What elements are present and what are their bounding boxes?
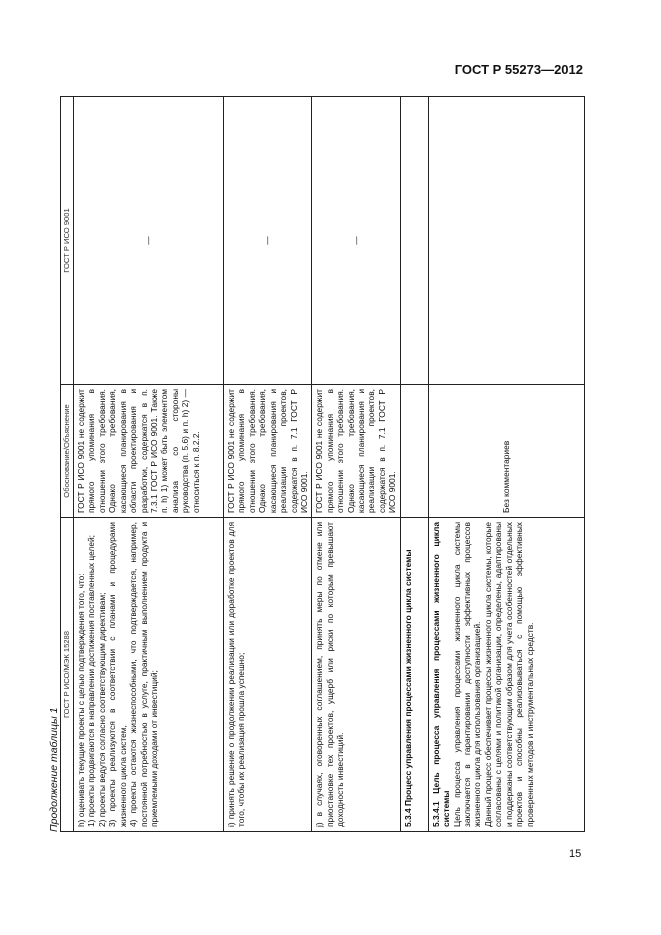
cell-text: 4) проекты остаются жизнеспособными, что подтверждается, например, постоянной потребностью в услуге, практичным выполнением продукта и приемлемыми доходами от инвестиций; <box>128 522 159 827</box>
cell-text: h) оценивать текущие проекты с целью подтверждения того, что: <box>76 573 86 827</box>
iso15288-cell <box>400 518 428 832</box>
iso15288-cell <box>74 518 224 832</box>
rationale-cell <box>312 385 400 518</box>
page-number: 15 <box>569 848 582 860</box>
section-heading: 5.3.4 Процесс управления процессами жизненного цикла системы <box>402 549 413 827</box>
cell-text: ГОСТ Р ИСО 9001 не содержит прямого упоминания в отношении этого требования. Однако требования, касающиеся планирования и реализации проектов, содержатся в п. 7.1 ГОСТ Р ИСО 9001. <box>226 389 309 513</box>
cell-text: 2) проекты ведутся согласно соответствующим директивам; <box>96 592 107 827</box>
iso15288-cell <box>428 518 584 832</box>
cell-text: 3) проекты реализуются в соответствии с планами и процедурами жизненного цикла систем, <box>107 522 128 827</box>
standard-header: ГОСТ Р 55273—2012 <box>454 62 583 77</box>
table-row <box>224 97 312 832</box>
cell-text: ГОСТ Р ИСО 9001 не содержит прямого упоминания в отношении этого требования. Однако требования, касающиеся планирования в области проектирования и разработки, содержатся в п. 7.3.1 ГОСТ Р ИСО 9001. Также п. h) 1) может быть элементом анализа со стороны руководства (п. 5.6) и п. h) 2) — относиться к п. 8.2.2. <box>76 389 201 513</box>
cell-text: i) принять решение о продолжении реализации или доработке проектов для того, чтобы их реализация прошла успешно; <box>226 522 247 827</box>
table-header-row <box>61 97 74 832</box>
table-row <box>312 97 400 832</box>
cell-text: 1) проекты продвигаются в направлении достижения поставленных целей; <box>86 534 97 827</box>
table-row <box>74 97 224 832</box>
rationale-cell <box>428 385 584 518</box>
column-header: ГОСТ Р ИСО 9001 <box>61 97 74 385</box>
iso9001-cell: — <box>312 97 400 385</box>
cell-text: Без комментариев <box>501 440 512 513</box>
column-header: Обоснование/Объяснение <box>61 385 74 518</box>
table-row <box>428 97 584 832</box>
cell-text: Данный процесс обеспечивает процессы жизненного цикла системы, которые согласованы с целями и политикой организации, определены, адаптированы и поддержаны соответствующим образом для учета особенностей отдельных проектов и способны реализовываться с помощью эффективных проверенных методов и инструментальных средств. <box>482 522 535 827</box>
table-row <box>400 97 428 832</box>
iso9001-cell <box>428 97 584 385</box>
iso15288-cell <box>224 518 312 832</box>
rotated-page-area <box>48 97 588 832</box>
subsection-heading: 5.3.4.1 Цель процесса управления процессами жизненного цикла системы <box>430 522 452 827</box>
iso9001-cell: — <box>74 97 224 385</box>
column-header: ГОСТ Р ИСО/МЭК 15288 <box>61 518 74 832</box>
iso9001-cell: — <box>224 97 312 385</box>
rationale-cell <box>74 385 224 518</box>
rationale-cell <box>224 385 312 518</box>
rationale-cell <box>400 385 428 518</box>
cell-text: Цель процесса управления процессами жизненного цикла системы заключается в гарантировании доступности эффективных процессов жизненного цикла для использования организацией. <box>451 522 483 827</box>
table-caption: Продолжение таблицы 1 <box>48 707 60 832</box>
comparison-table <box>60 96 585 832</box>
iso15288-cell <box>312 518 400 832</box>
cell-text: ГОСТ Р ИСО 9001 не содержит прямого упоминания в отношении этого требования. Однако требования, касающиеся планирования и реализации проектов, содержатся в п. 7.1 ГОСТ Р ИСО 9001. <box>314 389 398 513</box>
rotated-content <box>48 97 588 832</box>
cell-text: j) в случаях, оговоренных соглашением, принять меры по отмене или приостановке тех проектов, ущерб или риски по которым превышают доходность инвестиций. <box>314 522 346 827</box>
iso9001-cell <box>400 97 428 385</box>
